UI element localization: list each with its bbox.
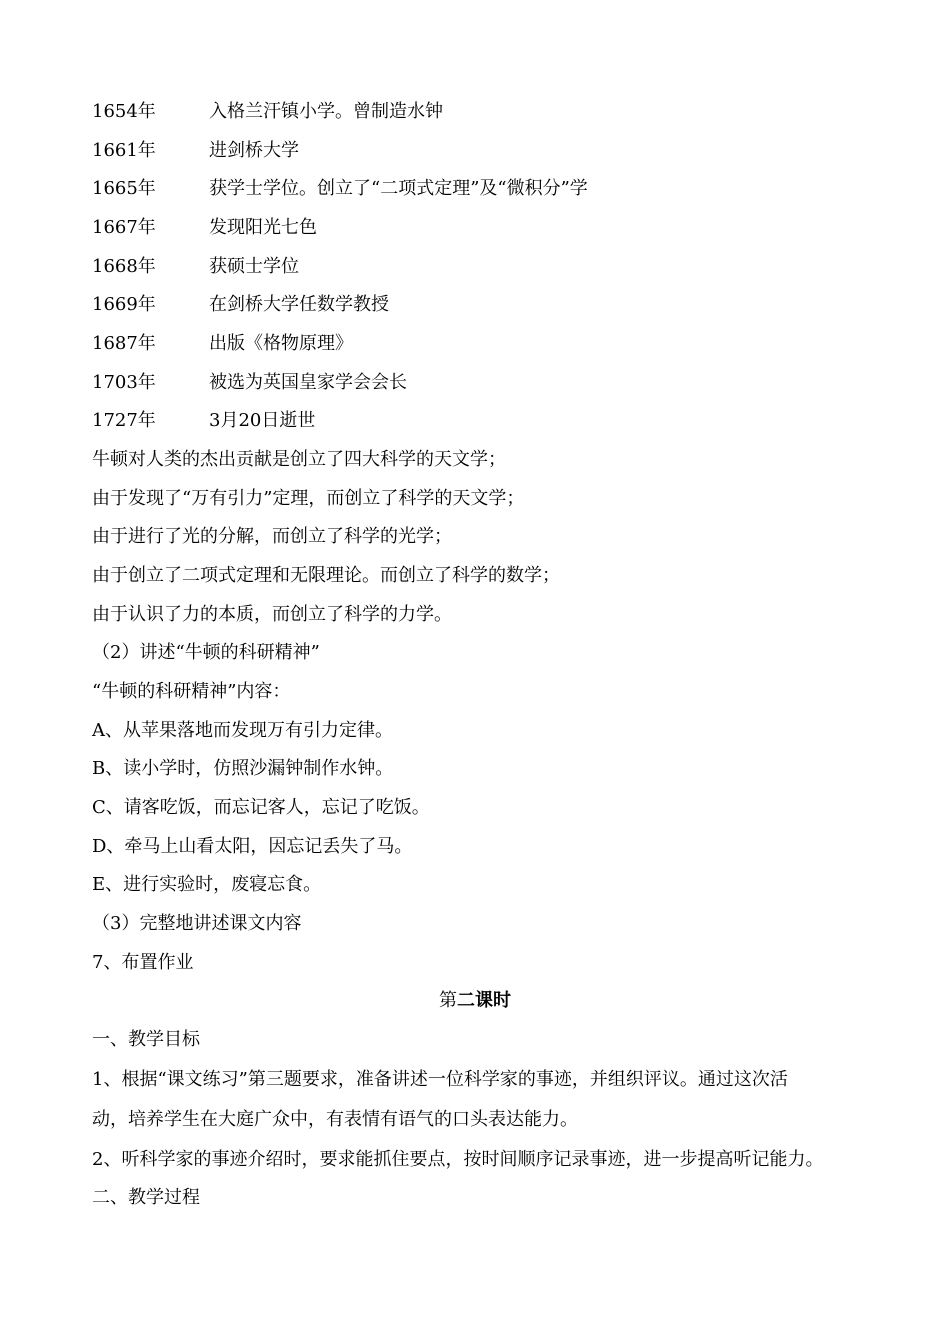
- spirit-item: B、读小学时，仿照沙漏钟制作水钟。: [92, 758, 394, 779]
- spirit-item: C、请客吃饭，而忘记客人，忘记了吃饭。: [92, 797, 430, 818]
- goal-1-line-1: 1、根据“课文练习”第三题要求，准备讲述一位科学家的事迹，并组织评议。通过这次活: [92, 1069, 788, 1090]
- timeline-event: 进剑桥大学: [209, 140, 299, 161]
- lesson-title: [0, 989, 950, 1013]
- timeline-year: 1661年: [92, 140, 156, 161]
- spirit-item: A、从苹果落地而发现万有引力定律。: [92, 720, 393, 741]
- step-3: （3）完整地讲述课文内容: [92, 913, 302, 934]
- contribution-line: 由于发现了“万有引力”定理，而创立了科学的天文学；: [92, 488, 525, 509]
- contribution-line: 由于认识了力的本质，而创立了科学的力学。: [92, 604, 452, 625]
- contribution-line: 由于创立了二项式定理和无限理论。而创立了科学的数学；: [92, 565, 560, 586]
- lesson-title-bold: 二课时: [457, 990, 511, 1011]
- timeline-event: 出版《格物原理》: [209, 333, 353, 354]
- timeline-event: 在剑桥大学任数学教授: [209, 294, 389, 315]
- contribution-line: 牛顿对人类的杰出贡献是创立了四大科学的天文学；: [92, 449, 506, 470]
- timeline-year: 1727年: [92, 410, 156, 431]
- contribution-line: 由于进行了光的分解，而创立了科学的光学；: [92, 526, 452, 547]
- timeline-event: 获学士学位。创立了“二项式定理”及“微积分”学: [209, 178, 588, 199]
- spirit-item: E、进行实验时，废寝忘食。: [92, 874, 322, 895]
- timeline-year: 1703年: [92, 372, 156, 393]
- step-7: 7、布置作业: [92, 952, 194, 973]
- timeline-event: 获硕士学位: [209, 256, 299, 277]
- lesson-title-prefix: 第: [439, 990, 457, 1011]
- timeline-year: 1687年: [92, 333, 156, 354]
- goal-1-line-2: 动，培养学生在大庭广众中，有表情有语气的口头表达能力。: [92, 1109, 578, 1130]
- timeline-year: 1667年: [92, 217, 156, 238]
- spirit-heading: （2）讲述“牛顿的科研精神”: [92, 642, 320, 663]
- timeline-year: 1665年: [92, 178, 156, 199]
- timeline-year: 1669年: [92, 294, 156, 315]
- timeline-event: 入格兰汗镇小学。曾制造水钟: [209, 101, 443, 122]
- goals-heading: 一、教学目标: [92, 1029, 200, 1050]
- spirit-item: D、牵马上山看太阳，因忘记丢失了马。: [92, 836, 413, 857]
- goal-2: 2、听科学家的事迹介绍时，要求能抓住要点，按时间顺序记录事迹，进一步提高听记能力。: [92, 1149, 824, 1170]
- process-heading: 二、教学过程: [92, 1187, 200, 1208]
- timeline-event: 被选为英国皇家学会会长: [209, 372, 407, 393]
- spirit-intro: “牛顿的科研精神”内容：: [92, 681, 291, 702]
- timeline-event: 发现阳光七色: [209, 217, 317, 238]
- timeline-year: 1654年: [92, 101, 156, 122]
- timeline-event: 3月20日逝世: [209, 410, 316, 431]
- timeline-year: 1668年: [92, 256, 156, 277]
